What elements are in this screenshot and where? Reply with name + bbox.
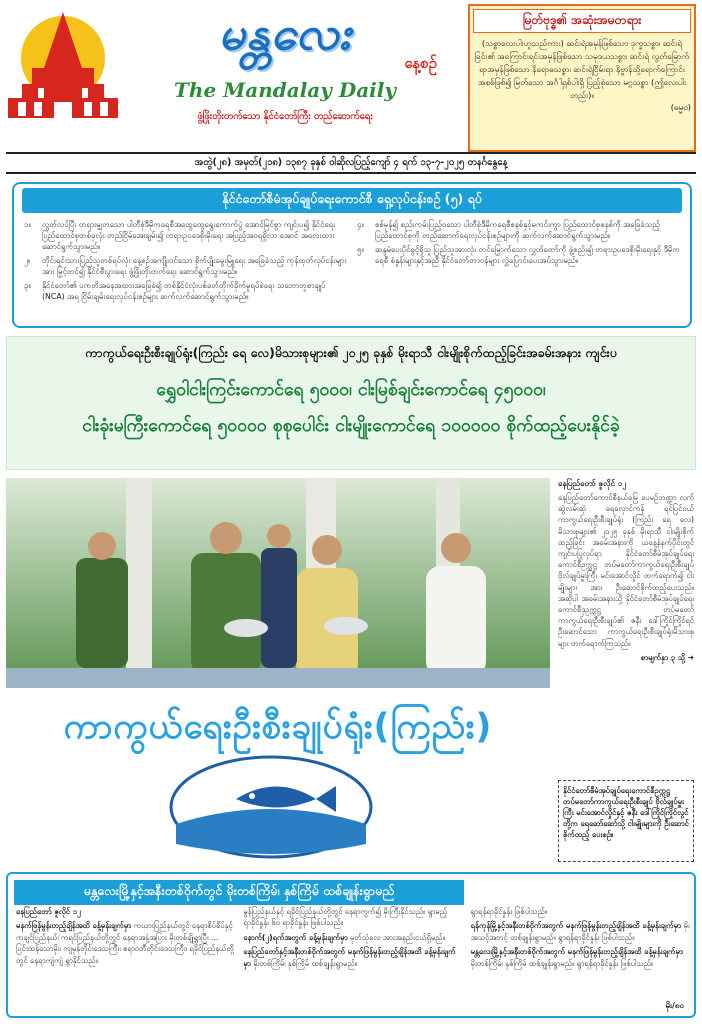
weather-paragraph [471,906,690,917]
weather-paragraph [16,920,235,966]
list-item-number: ၂။ [24,256,31,265]
paper-tagline: ဖွံ့ဖြိုးတိုးတက်သော နိုင်ငံတော်ကြီး တည်ဆောက်ရေး [197,111,373,122]
headline-line-2: ငါးခုံးမကြီးကောင်ရေ ၅၀၀၀၀ စုစုပေါင်း ငါးမျိုးကောင်ရေ ၁၀၀၀၀၀ စိုက်ထည့်ပေးနိုင်ခဲ့ [82,416,620,436]
list-item-text: ဆန္ဒမဲပေးပိုင်ခွင့်ရှိသူ ပြည်သူအားလုံး တင်မြှောက်သော လွှတ်တော်ကို ဖွဲ့စည်း၍ တရားဥပဒေစိုးမိုးရေးနှင့် ဒီမိုကရေစီ စံနှုန်းများနှင့်အညီ နိုင်ငံတော်တာဝန်များ လွှဲပြောင်းပေးအပ်သွားမည်။ [375,245,680,265]
weather-paragraph-text: ရွာရန်ရာခိုင်နှုန်း ဖြစ်ပါသည်။ [470,907,548,916]
list-item [357,219,680,241]
weather-paragraph-text: မိုးတစ်ကြိမ်၊ နှစ်ကြိမ် ထစ်ချုန်းရွာမည်။ ရွာရန်ရာခိုင်နှုန်း ဖြစ်ပါသည်။ [470,958,654,968]
headline-kicker: ကာကွယ်ရေးဦးစီးချုပ်ရုံး(ကြည်း ရေ လေ)မိသားစုများ၏ ၂၀၂၅ ခုနှစ် မိုးရာသီ ငါးမျိုးစိုက်ထည့်ခြင်းအခမ်းအနား ကျင်းပ [85,345,617,360]
weather-paragraph [243,946,462,969]
lead-photo [6,478,550,863]
fish-emblem-icon [166,754,376,860]
weather-paragraph-lead: ရန်ကုန်မြို့နှင့်အနီးတစ်ဝိုက်အတွက် မနက်ဖြန်မွန်းတည့်ချိန်အထိ ခန့်မှန်းချက်မှာ [470,921,682,931]
weather-paragraph [243,906,462,929]
list-item [24,255,347,277]
photo-scene [6,478,550,688]
weather-paragraph-text: မိုးတစ်ကြိမ်၊ နှစ်ကြိမ် ထစ်ချုန်းရွာမည်။ [253,958,357,968]
side-story-body: နေပြည်တော်ကောင်စီနယ်မြေ ပေမဉ်ဘဏ္ဍာ လက်ဆွဲလမ်းဆုံ ရေလှောင်ကန် ရင်ပြင်ဝယ် ကာကွယ်ရေးဦးစီးချုပ်ရုံး (ကြည်း ရေ လေ) မိသားစုများ၏ ၂၀၂၅ ခုနှစ် မိုးရာသီ ငါးမျိုးစိုက်ထည့်ခြင်း အခမ်းအနားကို ယနေ့နံနက်ပိုင်းတွင် ကျင်းပပြုလုပ်ရာ နိုင်ငံတော်စီမံအုပ်ချုပ်ရေးကောင်စီဥက္ကဋ္ဌ တပ်မတော်ကာကွယ်ရေးဦးစီးချုပ် ဗိုလ်ချုပ်မှူးကြီး မင်းအောင်လှိုင် တက်ရောက်၍ ငါးမျိုးများ အား ဦးဆောင်စိုက်ထည့်ပေးသည်။ အဆိုပါ အခမ်းအနားသို့ နိုင်ငံတော်စီမံအုပ်ချုပ်ရေးကောင်စီဒုဥက္ကဋ္ဌ တပ်မတော် ကာကွယ်ရေးဦးစီးချုပ်၏ ဇနီး ဒေါ်ကြိုင်ကြိုင်ရင် ဦးဆောင်သော ကာကွယ်ရေးဦးစီးချုပ်ရုံးမိသားစုများ တက်ရောက်ကြသည်။ [558,493,694,648]
list-item [24,219,347,252]
state-objectives-box [12,182,692,328]
list-item-number: ၃။ [24,281,31,290]
objectives-column-left [24,219,347,305]
objectives-box [468,4,696,152]
list-item-text: စစ်မှန်၍ စည်းကမ်းပြည့်ဝသော ပါတီစုံဒီမိုကရေစီစနစ်နှင့်မကင်းကွာ ပြည်ထောင်စုစနစ်ကို အခြေခံသည့် ပြည်ထောင်စုကို တည်ဆောက်ရေးလုပ်ငန်းစဉ်များကို ဆက်လက်ဆောင်ရွက်သွားမည်။ [375,220,660,240]
weather-paragraph [16,906,235,917]
weather-column-3 [471,906,690,972]
objectives-title: မြတ်ဗုဒ္ဓ၏ အဆုံးအမတရား [473,9,691,33]
weather-paragraph-lead: မန္တလေးမြို့နှင့်အနီးတစ်ဝိုက်အတွက် မနက်ဖြန်မွန်းတည့်ချိန်အထိ ခန့်မှန်းချက်မှာ [470,947,683,957]
paper-english-title: The Mandalay Daily [174,78,396,102]
masthead [0,0,702,148]
weather-paragraph-text: မုတ်သုံလေ အားအနည်းငယ်ရှိမည်။ [350,932,445,942]
weather-title: မန္တလေးမြို့နှင့်အနီးတစ်ဝိုက်တွင် မိုးတစ်ကြိမ်၊ နှစ်ကြိမ် ထစ်ချုန်းရွာမည် [14,880,464,905]
side-story [558,478,694,778]
paper-title: မန္တလေး [218,6,352,60]
photo-banner-text: ကာကွယ်ရေးဦးစီးချုပ်ရုံး(ကြည်း) [63,707,493,747]
dateline: အတွဲ(၂၈) အမှတ်(၂၁၈) ၁၃၈၇ ခုနှစ် ဝါဆိုလပြည့်ကျော် ၄ ရက် ၁၃-၇-၂၀၂၅ တနင်္ဂနွေနေ့ [6,152,696,174]
weather-paragraph-lead: မနက်ဖြန်မွန်းတည့်ချိန်အထိ ခန့်မှန်းချက်မှာ [16,921,132,931]
side-story-dateline: နေပြည်တော် ဇူလိုင် ၁၂ [558,479,627,488]
side-story-continued: စာမျက်နှာ ၃ သို့ ➜ [640,652,694,662]
weather-paragraph [471,946,690,969]
weather-column-1 [16,906,235,972]
weather-paragraph-lead: နေပြည်တော်နှင့်အနီးတစ်ဝိုက်အတွက် မနက်ဖြန်မွန်းတည့်ချိန်အထိ ခန့်မှန်းချက်မှာ [243,947,456,968]
list-item [357,244,680,266]
list-item-text: နိုင်ငံတော်၏ ပကတိအနေအထားအခြေခံ၍ တစ်နိုင်ငံလုံးပစ်ခတ်တိုက်ခိုက်မှုရပ်စဲရေး သဘောတူစာချုပ် (NCA) အရ ငြိမ်းချမ်းရေးလုပ်ငန်းစဉ်များ ဆက်လက်ဆောင်ရွက်သွားမည်။ [42,281,326,301]
objectives-body: (သစ္စာလေးပါးဟူသည်ကား) ဆင်းရဲအမှန်ဖြစ်သော ဒုက္ခသစ္စာ၊ ဆင်းရဲခြင်း၏ အကြောင်းရင်းအမှန်ဖြစ်သော သမုဒယသစ္စာ၊ ဆင်းရဲ လွတ်မြောက်ရာအမှန်ဖြစ်သော နိရောဓသစ္စာ၊ ဆင်းရဲငြိမ်းရာ နိဗ္ဗာန်သို့ရောက်ကြောင်း အစစ်ဖြစ်၍ မြတ်သော အင်္ဂါရှစ်ပါးရှိ ပြည့်စုံသော မဂ္ဂသစ္စာ (ဤလေးပါးတည်း)။ [474,38,690,100]
weather-paragraph-lead: နေပြည်တော် ဇူလိုင် ၁၂ [16,907,81,916]
list-item-number: ၄။ [357,220,364,229]
main-headline [6,336,696,470]
list-item-text: လွတ်လပ်ပြီး တရားမျှတသော ပါတီစုံဒီမိုကရေစီအထွေထွေရွေးကောက်ပွဲ အောင်မြင်စွာ ကျင်းပ၍ နိုင်ငံရေး ပြည်ထောင်စုတစ်ခုလုံး တည်ငြိမ်အေးချမ်း၍ တရားဥပဒေစိုးမိုးရေး အပြည့်အဝရရှိလာ အောင် အလေးထားဆောင်ရွက်သွားမည်။ [42,220,336,251]
objectives-column-right [357,219,680,305]
people-releasing-fish-icon [6,478,550,688]
headline-line-1: ရွှေဝါငါးကြင်းကောင်ရေ ၅၀၀၀၊ ငါးမြစ်ချင်းကောင်ရေ ၄၅၀၀၀၊ [156,380,546,400]
list-item [24,280,347,302]
weather-paragraph [243,932,462,943]
weather-column-2 [243,906,462,972]
weather-paragraph-text: မိုးအသင့်အတင့် ထစ်ချုန်းရွာမည်။ ရွာရန်ရာခိုင်နှုန်း ဖြစ်ပါသည်။ [470,921,690,942]
weather-box [6,872,696,1018]
page-code: မိုး/၈၀ [665,1001,684,1010]
photo-caption: နိုင်ငံတော်စီမံအုပ်ချုပ်ရေးကောင်စီဥက္ကဋ္ဌ တပ်မတော်ကာကွယ်ရေးဦးစီးချုပ် ဗိုလ်ချုပ်မှူးကြီး မင်းအောင်လှိုင်နှင့် ဇနီး ဒေါ်ကြိုင်ကြိုင်လွင်တို့က ရေဆော်ဆော်သို့ ငါးမျိုးများကို ဦးဆောင်စိုက်ထည့် ပေးစဉ်။ [563,786,689,839]
pagoda-logo-icon [8,6,118,124]
weather-paragraph [471,920,690,943]
weather-paragraph-text: မွန်ပြည်နယ်နှင့် ရခိုင်ပြည်နယ်တို့တွင် နေရာကွက်၍ မိုးကြီးနိုင်သည်။ ရွာမည့်ရာခိုင်နှုန်း ၆၀ ရာခိုင်နှုန်း ဖြစ်ပါသည်။ [243,907,447,928]
weather-paragraph-text: ကယားပြည်နယ်တွင် နေရာစိပ်စိပ်နှင့် ကချင်ပြည်နယ်၊ ကရင်ပြည်နယ်တို့တွင် နေရာအနှံ့အပြား မိုးတစ်ချို့ရွာပြီး ... ပြင်းထန်သောမိုး၊ ကျမုန်တိုင်းဒေသကြီး၊ ဧရာဝတီတိုင်းဒေသကြီး၊ ရခိုင်ပြည်နယ်တို့တွင် နေရာကျဲကျဲ ရွာနိုင်သည်။ [16,921,234,965]
objectives-footer: (ဓမ္မ၀) [670,102,691,112]
list-item-text: တိုင်းရင်းသားပြည်သူတစ်ရပ်လုံး နေ့စဉ်အကျိုးဝင်သော စိုက်ပျိုးမွေးမြူရေး အခြေခံသည့် ကုန်ထုတ်လုပ်ငန်းများအား မြှင့်တင်၍ နိုင်ငံစီးပွားရေး ဖွံ့ဖြိုးတိုးတက်ရေး ဆောင်ရွက်သွားမည်။ [42,256,347,276]
photo-caption-box [558,780,694,862]
weather-paragraph-lead: နောက်(၂)ရက်အတွက် ခန့်မှန်းချက်မှာ [243,932,348,942]
brand [125,4,445,122]
state-objectives-title: နိုင်ငံတော်စီမံအုပ်ချုပ်ရေးကောင်စီ ရှေ့လုပ်ငန်းစဉ် (၅) ရပ် [22,188,682,213]
list-item-number: ၁။ [24,220,31,229]
paper-subtitle: နေ့စဉ် [404,54,437,72]
list-item-number: ၅။ [357,245,364,254]
